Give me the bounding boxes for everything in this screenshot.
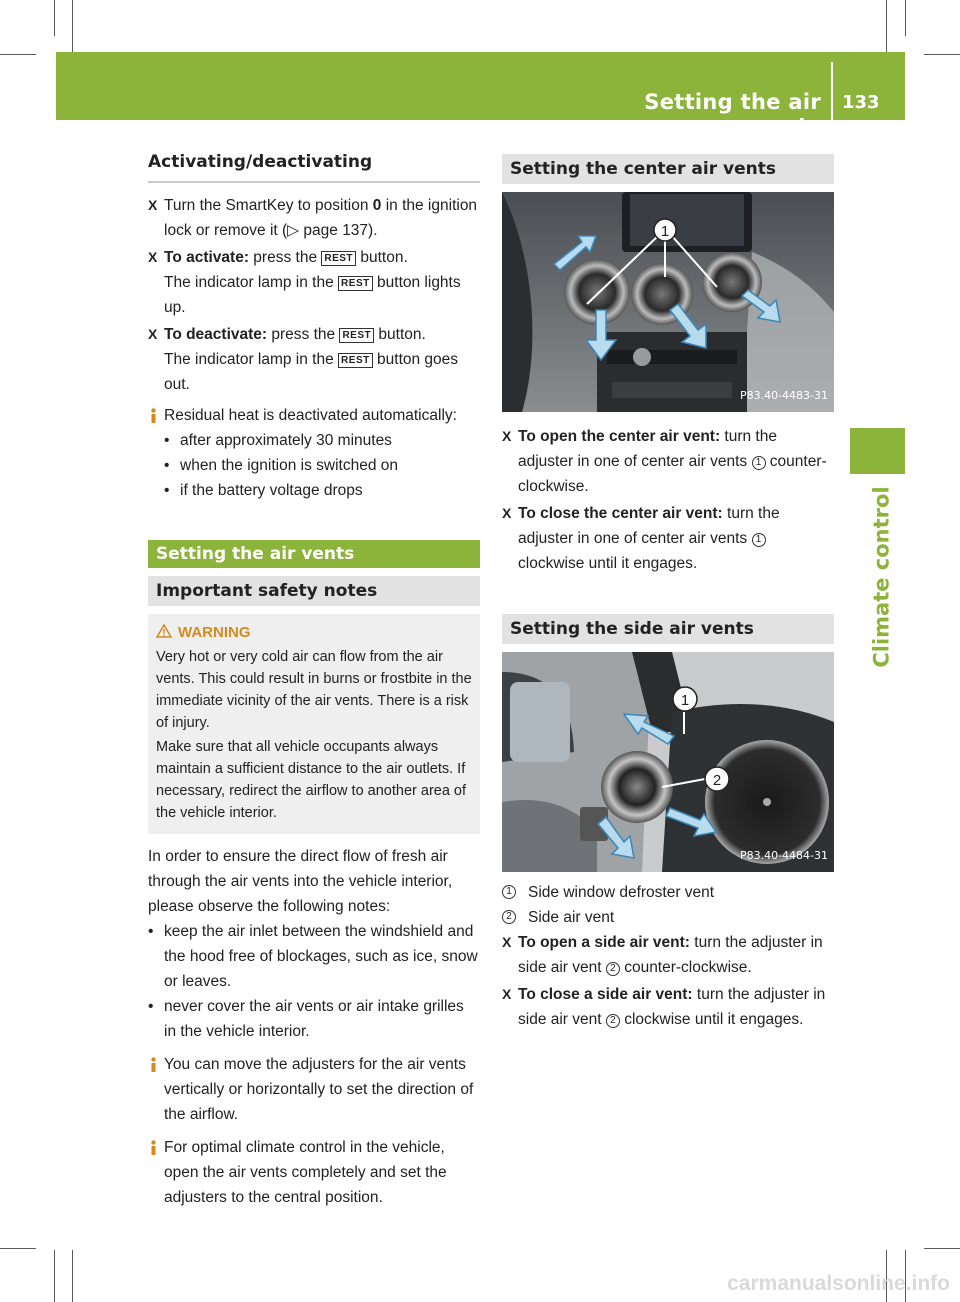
info-note: You can move the adjusters for the air vents vertically or horizontally to set the direction of the airflow.: [148, 1052, 480, 1127]
callout-number: 2: [606, 1014, 620, 1028]
left-column: [148, 150, 480, 1210]
subsection-bar-center-vents: Setting the center air vents: [502, 154, 834, 184]
chapter-tab: [850, 428, 905, 474]
warning-box: [148, 614, 480, 834]
chapter-label: Climate control: [870, 486, 894, 668]
list-item: • never cover the air vents or air intake grilles in the vehicle interior.: [148, 998, 464, 1040]
section-heading-activating: Activating/deactivating: [148, 150, 480, 183]
right-column: [502, 154, 834, 1034]
callout-number: 1: [752, 456, 766, 470]
side-vents-photo: [502, 652, 834, 872]
crop-mark: [0, 1248, 36, 1249]
crop-mark: [0, 54, 36, 55]
svg-text:1: 1: [680, 692, 690, 709]
crop-mark: [72, 1250, 73, 1302]
step-item: X To close the center air vent: turn the adjuster in one of center air vents 1 clockwise until it engages.: [502, 501, 834, 576]
header-divider: [831, 62, 833, 120]
info-icon: [148, 408, 159, 423]
crop-mark: [924, 1248, 960, 1249]
callout-number: 2: [502, 910, 516, 924]
info-icon: [148, 1057, 159, 1072]
step-item: X To open a side air vent: turn the adjuster in side air vent 2 counter-clockwise.: [502, 930, 834, 980]
crop-mark: [924, 54, 960, 55]
step-marker-icon: X: [502, 986, 512, 1002]
step-item: X To open the center air vent: turn the adjuster in one of center air vents 1 counter-clockwise.: [502, 424, 834, 499]
rest-button-icon: REST: [338, 276, 373, 291]
info-icon: [148, 1140, 159, 1155]
crop-mark: [54, 1250, 55, 1302]
photo-reference: P83.40-4483-31: [739, 389, 828, 402]
intro-paragraph: In order to ensure the direct flow of fresh air through the air vents into the vehicle interior, please observe the following notes:: [148, 848, 453, 915]
warning-title: WARNING: [156, 622, 472, 644]
list-item: • if the battery voltage drops: [164, 482, 363, 499]
page-ref-arrow-icon: ▷: [287, 222, 300, 239]
subsection-bar-safety: Important safety notes: [148, 576, 480, 606]
footer-watermark: carmanualsonline.info: [727, 1272, 950, 1295]
warning-triangle-icon: [156, 624, 172, 638]
step-marker-icon: X: [502, 934, 512, 950]
step-marker-icon: X: [148, 326, 158, 342]
callout-number: 2: [606, 962, 620, 976]
photo-reference: P83.40-4484-31: [739, 849, 828, 862]
step-item: X To activate: press the REST button. The indicator lamp in the REST button lights up.: [148, 245, 480, 320]
step-marker-icon: X: [502, 505, 512, 521]
list-item: • when the ignition is switched on: [164, 457, 398, 474]
step-item: X To deactivate: press the REST button. The indicator lamp in the REST button goes out.: [148, 322, 480, 397]
step-marker-icon: X: [148, 249, 158, 265]
callout-number: 1: [752, 533, 766, 547]
legend-item: 2 Side air vent: [502, 905, 834, 930]
crop-mark: [886, 0, 887, 52]
warning-text: Very hot or very cold air can flow from the air vents. This could result in burns or frostbite in the immediate vicinity of the air vents. There is a risk of injury.: [156, 649, 472, 731]
step-marker-icon: X: [502, 428, 512, 444]
list-item: • after approximately 30 minutes: [164, 432, 392, 449]
crop-mark: [905, 0, 906, 36]
info-note: For optimal climate control in the vehicle, open the air vents completely and set the adjusters to the central position.: [148, 1135, 480, 1210]
step-item: X To close a side air vent: turn the adjuster in side air vent 2 clockwise until it engages.: [502, 982, 834, 1032]
rest-button-icon: REST: [339, 328, 374, 343]
svg-text:2: 2: [712, 772, 722, 789]
section-bar-air-vents: Setting the air vents: [148, 540, 480, 568]
warning-text: Make sure that all vehicle occupants always maintain a sufficient distance to the air outlets. If necessary, redirect the airflow to another area of the vehicle interior.: [156, 739, 467, 821]
rest-button-icon: REST: [338, 353, 373, 368]
center-vents-photo: [502, 192, 834, 412]
list-item: • keep the air inlet between the windshield and the hood free of blockages, such as ice, snow or leaves.: [148, 923, 478, 990]
step-marker-icon: X: [148, 197, 158, 213]
rest-button-icon: REST: [321, 251, 356, 266]
step-item: X Turn the SmartKey to position 0 in the ignition lock or remove it (▷ page 137).: [148, 193, 480, 243]
info-note: Residual heat is deactivated automatically:: [148, 403, 480, 428]
callout-number: 1: [502, 885, 516, 899]
legend-item: 1 Side window defroster vent: [502, 880, 834, 905]
crop-mark: [72, 0, 73, 52]
page-title: Setting the air vents: [644, 90, 821, 138]
subsection-bar-side-vents: Setting the side air vents: [502, 614, 834, 644]
svg-text:1: 1: [660, 223, 670, 240]
crop-mark: [54, 0, 55, 36]
page-number: 133: [842, 92, 880, 113]
